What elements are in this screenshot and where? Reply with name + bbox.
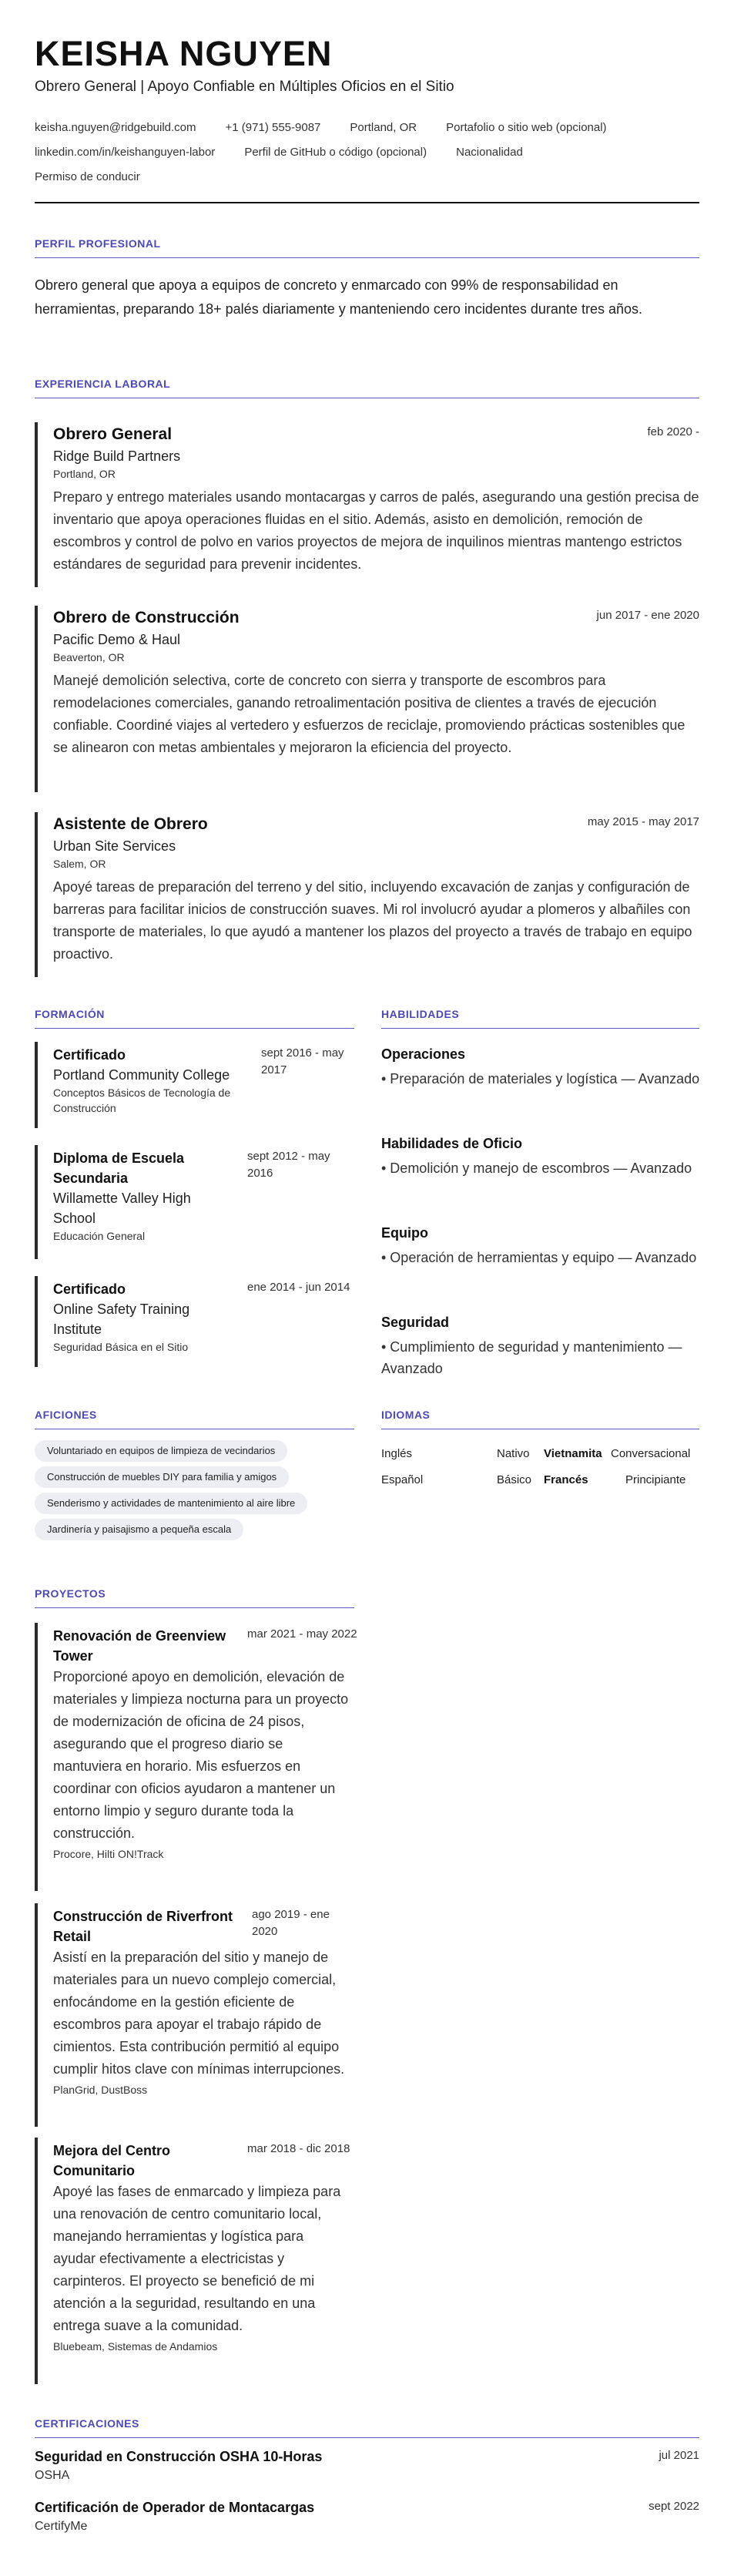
project-entry <box>35 1903 354 2127</box>
project-entry <box>35 1623 357 1891</box>
skill-item: • Operación de herramientas y equipo — Avanzado <box>381 1250 697 1265</box>
job-title: Obrero de Construcción <box>53 609 240 626</box>
contact-email: keisha.nguyen@ridgebuild.com <box>35 121 196 134</box>
education-date: ene 2014 - jun 2014 <box>247 1281 350 1294</box>
section-title-education: FORMACIÓN <box>35 1008 105 1020</box>
experience-entry <box>35 606 699 792</box>
project-tools: Procore, Hilti ON!Track <box>53 1848 164 1860</box>
job-location: Portland, OR <box>53 468 116 480</box>
job-location: Beaverton, OR <box>53 651 125 663</box>
education-date: sept 2016 - may 2017 <box>261 1046 344 1076</box>
education-degree: Diploma de Escuela Secundaria <box>53 1150 185 1186</box>
education-field: Seguridad Básica en el Sitio <box>53 1341 189 1353</box>
education-school: Portland Community College <box>53 1067 230 1083</box>
language-name: Inglés <box>381 1447 413 1460</box>
language-name: Español <box>381 1473 424 1486</box>
contact-info <box>35 116 705 190</box>
job-company: Pacific Demo & Haul <box>53 632 181 647</box>
language-name: Francés <box>544 1473 588 1486</box>
job-date: may 2015 - may 2017 <box>587 815 699 828</box>
experience-entry <box>35 812 699 977</box>
job-description: Preparo y entrego materiales usando montacargas y carros de palés, asegurando una gestión precisa de inventario que apoya operaciones fluidas en el sitio. Además, asisto en demolición, remoción de escombros y control de polvo en varios proyectos de mejora de inquilinos mientras mantengo estrictos estándares de seguridad para prevenir incidentes. <box>53 489 699 572</box>
project-date: mar 2021 - may 2022 <box>247 1627 357 1641</box>
project-tools: Bluebeam, Sistemas de Andamios <box>53 2340 218 2353</box>
contact-phone: +1 (971) 555-9087 <box>225 121 321 134</box>
section-title-experience: EXPERIENCIA LABORAL <box>35 378 171 390</box>
section-divider <box>35 1028 354 1029</box>
project-name: Renovación de Greenview Tower <box>53 1628 226 1664</box>
education-entry <box>35 1042 354 1128</box>
language-level: Conversacional <box>611 1447 691 1460</box>
hobby-tag: Construcción de muebles DIY para familia y amigos <box>35 1466 289 1488</box>
language-level: Básico <box>497 1473 532 1486</box>
hobby-tag: Senderismo y actividades de mantenimiento al aire libre <box>35 1493 307 1514</box>
education-school: Willamette Valley High School <box>53 1191 191 1226</box>
certification-name: Certificación de Operador de Montacargas <box>35 2500 315 2515</box>
project-entry <box>35 2138 354 2384</box>
experience-entry <box>35 422 699 587</box>
job-title: Obrero General <box>53 425 173 443</box>
job-description: Manejé demolición selectiva, corte de concreto con sierra y transporte de escombros para remodelaciones comerciales, ganando retroalimentación positiva de clientes a través de ejecución confiable. Coordiné viajes al vertedero y esfuerzos de reciclaje, promoviendo prácticas sostenibles que se alinearon con metas ambientales y mejoraron la eficiencia del proyecto. <box>53 673 685 755</box>
header-divider <box>35 202 699 203</box>
section-title-languages: IDIOMAS <box>381 1409 431 1421</box>
education-entry <box>35 1276 354 1367</box>
project-name: Mejora del Centro Comunitario <box>53 2143 171 2178</box>
project-description: Asistí en la preparación del sitio y manejo de materiales para un nuevo complejo comercial, enfocándome en la gestión eficiente de escombros para apoyar el trabajo rápido de cimientos. Esta contribución permitió al equipo cumplir hitos clave con mínimas interrupciones. <box>53 1950 345 2077</box>
job-company: Ridge Build Partners <box>53 448 181 464</box>
project-name: Construcción de Riverfront Retail <box>53 1909 233 1944</box>
job-location: Salem, OR <box>53 858 106 870</box>
language-level: Nativo <box>497 1447 530 1460</box>
contact-github: Perfil de GitHub o código (opcional) <box>244 146 427 159</box>
project-description: Apoyé las fases de enmarcado y limpieza para una renovación de centro comunitario local, manejando herramientas y logística para ayudar efectivamente a electricistas y carpinteros. El proyecto se benefició de mi atención a la seguridad, resultando en una entrega suave a la comunidad. <box>53 2184 341 2333</box>
education-field: Educación General <box>53 1230 146 1242</box>
hobby-tag: Jardinería y paisajismo a pequeña escala <box>35 1519 243 1540</box>
certification-date: sept 2022 <box>649 2500 699 2513</box>
education-degree: Certificado <box>53 1047 126 1063</box>
project-tools: PlanGrid, DustBoss <box>53 2084 148 2096</box>
contact-location: Portland, OR <box>350 121 417 134</box>
hobby-tag: Voluntariado en equipos de limpieza de vecindarios <box>35 1440 287 1462</box>
education-degree: Certificado <box>53 1281 126 1297</box>
language-level: Principiante <box>625 1473 686 1486</box>
certification-org: OSHA <box>35 2469 70 2482</box>
project-date: ago 2019 - ene 2020 <box>252 1908 330 1938</box>
education-entry <box>35 1145 354 1259</box>
candidate-name: KEISHA NGUYEN <box>35 34 333 73</box>
contact-portfolio: Portafolio o sitio web (opcional) <box>446 121 607 134</box>
headline: Obrero General | Apoyo Confiable en Múltiples Oficios en el Sitio <box>35 79 454 95</box>
section-divider <box>35 1607 354 1608</box>
project-date: mar 2018 - dic 2018 <box>247 2142 350 2155</box>
education-school: Online Safety Training Institute <box>53 1301 190 1337</box>
certification-org: CertifyMe <box>35 2520 88 2533</box>
section-divider <box>35 257 699 258</box>
skill-category: Habilidades de Oficio <box>381 1136 523 1151</box>
education-field: Conceptos Básicos de Tecnología de Construcción <box>53 1086 231 1114</box>
job-date: feb 2020 - <box>647 425 699 438</box>
project-description: Proporcioné apoyo en demolición, elevación de materiales y limpieza nocturna para un proyecto de modernización de oficina de 24 pisos, asegurando que el progreso diario se mantuviera en horario. Mis esfuerzos en coordinar con oficios ayudaron a mantener un entorno limpio y seguro durante toda la construcción. <box>53 1669 349 1841</box>
certification-name: Seguridad en Construcción OSHA 10-Horas <box>35 2449 323 2464</box>
skill-category: Operaciones <box>381 1046 466 1062</box>
skill-category: Equipo <box>381 1225 428 1241</box>
job-title: Asistente de Obrero <box>53 815 208 833</box>
skill-item: • Cumplimiento de seguridad y mantenimiento — Avanzado <box>381 1339 682 1376</box>
section-divider <box>35 2437 699 2438</box>
section-title-skills: HABILIDADES <box>381 1008 460 1020</box>
contact-nationality: Nacionalidad <box>456 146 523 159</box>
section-divider <box>381 1028 699 1029</box>
section-title-projects: PROYECTOS <box>35 1587 106 1600</box>
job-date: jun 2017 - ene 2020 <box>596 609 699 622</box>
skill-category: Seguridad <box>381 1315 450 1330</box>
contact-linkedin: linkedin.com/in/keishanguyen-labor <box>35 146 216 159</box>
language-name: Vietnamita <box>544 1447 602 1460</box>
skill-item: • Preparación de materiales y logística — Avanzado <box>381 1071 700 1086</box>
section-title-certifications: CERTIFICACIONES <box>35 2417 139 2430</box>
contact-license: Permiso de conducir <box>35 170 140 183</box>
education-date: sept 2012 - may 2016 <box>247 1150 330 1180</box>
skill-item: • Demolición y manejo de escombros — Avanzado <box>381 1160 692 1176</box>
summary-text: Obrero general que apoya a equipos de concreto y enmarcado con 99% de responsabilidad en herramientas, preparando 18+ palés diariamente y manteniendo cero incidentes durante tres años. <box>35 277 642 317</box>
certification-date: jul 2021 <box>659 2449 699 2462</box>
job-description: Apoyé tareas de preparación del terreno y del sitio, incluyendo excavación de zanjas y configuración de barreras para facilitar inicios de construcción suaves. Mi rol involucró ayudar a plomeros y albañiles con transporte de materiales, lo que ayudó a mantener los plazos del proyecto a través de trabajo en equipo proactivo. <box>53 879 692 962</box>
section-title-summary: PERFIL PROFESIONAL <box>35 237 161 250</box>
section-title-hobbies: AFICIONES <box>35 1409 97 1421</box>
job-company: Urban Site Services <box>53 838 176 854</box>
